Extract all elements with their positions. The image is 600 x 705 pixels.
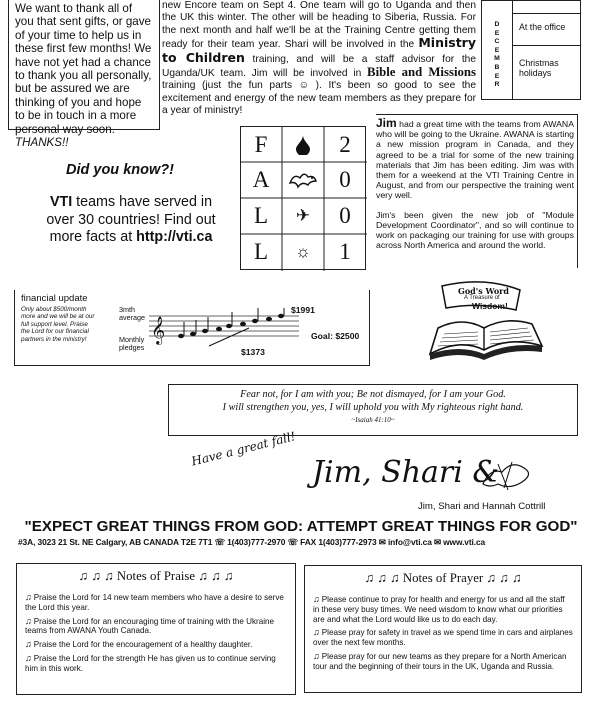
bible-and-missions: Bible and Missions xyxy=(367,65,476,80)
grid-digit-2: 2 xyxy=(339,132,351,157)
financial-update-description: Only about $500/month more and we will be at our full support level. Praise the Lord for our financial partners in the ministry! xyxy=(21,306,95,343)
music-note-icon: ♫ xyxy=(313,627,320,638)
music-note-icon: ♫ xyxy=(313,594,320,604)
sun-icon: ☼ xyxy=(295,242,311,261)
average-label: 3mth average xyxy=(119,305,145,323)
signature: Jim, Shari & xyxy=(312,455,500,490)
month-label: D E C E M B E R xyxy=(494,21,500,89)
calendar-divider xyxy=(512,13,580,14)
gods-word-line-1: God's Word xyxy=(458,286,509,296)
grid-letter-l: L xyxy=(253,203,269,228)
pledges-amount: $1373 xyxy=(241,347,265,357)
notes-of-prayer-box xyxy=(304,565,582,693)
music-note-icon: ♫ xyxy=(25,652,32,663)
thank-you-text: We want to thank all of you that sent gifts, or gave of your time to help us in these first few months! We have not yet had a chance to thank you all personally, but be assured we are thinking of you and hope to be in touch in a more personal way soon. THANKS!! xyxy=(15,2,152,150)
grid-letter-a: A xyxy=(252,167,270,192)
have-a-great-fall: Have a great fall! xyxy=(190,429,297,469)
family-names: Jim, Shari and Hannah Cottrill xyxy=(418,501,546,512)
fall-grid xyxy=(240,126,366,270)
praise-item: ♫ Praise the Lord for 14 new team members who have a desire to serve the Lord this year. xyxy=(25,592,284,612)
calendar-box xyxy=(481,0,581,100)
vti-brand: VTI xyxy=(49,194,73,210)
vti-motto: "EXPECT GREAT THINGS FROM GOD: ATTEMPT GREAT THINGS FOR GOD" xyxy=(24,518,578,535)
grid-digit-0: 0 xyxy=(339,167,351,192)
grid-letter-f: F xyxy=(254,132,268,157)
music-note-icon: ♫ xyxy=(25,592,32,602)
gods-word-line-2: A Treasure of xyxy=(464,295,500,301)
praise-item: ♫ Praise the Lord for the encouragement of a healthy daughter. xyxy=(25,639,253,650)
jim-paragraph-1: Jim had a great time with the teams from AWANA who will be going to the Ukraine. AWANA is starting a new mission program in Canada, and they agreed to be a trial for some of the new training materials that Jim has been editing. Jim was with them for a weekend at the VTI Training Centre in August, and from our perspective the training went very well. xyxy=(376,116,574,201)
calendar-event-office: At the office xyxy=(519,22,566,32)
dragon-icon xyxy=(285,165,321,195)
prayer-item: ♫ Please continue to pray for health and energy for us and all the staff in these very busy times. We need wisdom to know what our priorities are and what the Lord would like us to do each day. xyxy=(313,594,565,624)
notes-of-praise-box xyxy=(16,563,296,695)
prayer-item: ♫ Please pray for our new teams as they prepare for a North American tour and the beginning of their tours in the UK, Uganda and Russia. xyxy=(313,650,567,671)
verse-reference: ~Isaiah 41:10~ xyxy=(351,416,395,424)
music-note-icon: ♫ xyxy=(25,639,32,650)
gods-word-graphic xyxy=(420,280,550,372)
praise-item: ♫ Praise the Lord for an encouraging time of training with the Ukraine teams from AWANA Youth Canada. xyxy=(25,615,274,636)
svg-text:𝄞: 𝄞 xyxy=(151,316,166,344)
jim-paragraph-2: Jim's been given the new job of "Module Development Coordinator", and so will continue to work on packaging our training for use with groups across North America and around the world. xyxy=(376,209,574,251)
thanks-closing: THANKS!! xyxy=(15,136,69,150)
contact-address: #3A, 3023 21 St. NE Calgary, AB CANADA T2E 7T1 ☏ 1(403)777-2970 ☏ FAX 1(403)777-2973 ✉ info@vti.ca ✉ www.vti.ca xyxy=(18,537,486,547)
calendar-event-christmas: Christmas holidays xyxy=(519,58,559,78)
baby-footprint-signature-icon xyxy=(478,454,538,494)
average-amount: $1991 xyxy=(291,305,315,315)
vti-fact: VTI teams have served in over 30 countries! Find out more facts at http://vti.ca xyxy=(46,194,216,245)
vti-url-link[interactable]: http://vti.ca xyxy=(136,229,213,245)
music-note-icon: ♫ xyxy=(313,650,320,661)
calendar-month-column xyxy=(482,1,513,99)
team-update-paragraph: new Encore team on Sept 4. One team will go to Uganda and then the UK this winter. The other will be heading to Siberia, Russia. For the next month and half we'll be at the Training Centre getting them ready for their team year. Shari will be involved in the Ministry to Children training, and will be a staff advisor for the Uganda/UK team. Jim will be involved in Bible and Missions training (just the fun parts ☺ ). It's been so good to see the excitement and energy of the new team members as they prepare for a year of ministry! xyxy=(162,0,476,117)
grid-letter-l-b: L xyxy=(253,239,269,264)
goal-amount: Goal: $2500 xyxy=(311,331,360,341)
music-note-icon: ♫ xyxy=(25,615,32,626)
grid-digit-0-b: 0 xyxy=(339,203,351,228)
grid-digit-1: 1 xyxy=(339,239,351,264)
verse-line-1: Fear not, for I am with you; Be not dismayed, for I am your God. xyxy=(240,389,506,400)
ministry-to-children: Ministry to Children xyxy=(162,35,476,65)
prayer-item: ♫ Please pray for safety in travel as we spend time in cars and airplanes over the next few months. xyxy=(313,627,573,648)
scripture-verse-box xyxy=(168,384,578,436)
did-you-know-heading: Did you know?! xyxy=(66,162,174,178)
drop-icon xyxy=(285,130,321,160)
notes-of-praise-title: ♫ ♫ ♫ Notes of Praise ♫ ♫ ♫ xyxy=(78,569,234,583)
jim-news-box xyxy=(376,114,578,268)
calendar-divider xyxy=(512,45,580,46)
music-staff-graphic xyxy=(149,308,299,354)
gods-word-line-3: Wisdom! xyxy=(472,301,508,311)
thank-you-box xyxy=(8,0,160,150)
verse-line-2: I will strengthen you, yes, I will uphold you with My righteous right hand. xyxy=(222,402,524,413)
financial-update-box xyxy=(14,290,370,366)
praise-item: ♫ Praise the Lord for the strength He has given us to continue serving him in this work. xyxy=(25,652,276,673)
financial-update-title: financial update xyxy=(21,293,88,304)
plane-icon: ✈ xyxy=(295,206,311,225)
notes-of-prayer-title: ♫ ♫ ♫ Notes of Prayer ♫ ♫ ♫ xyxy=(364,571,522,585)
pledges-label: Monthly pledges xyxy=(119,335,145,353)
